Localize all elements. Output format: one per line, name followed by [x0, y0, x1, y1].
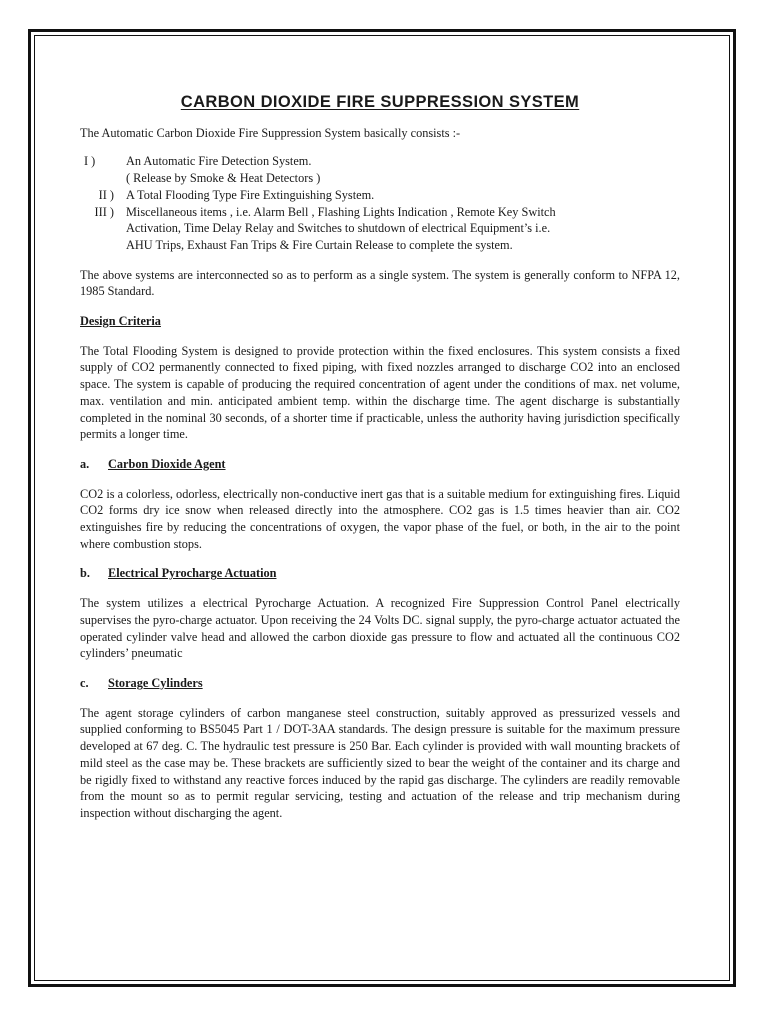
list-item-line: Miscellaneous items , i.e. Alarm Bell , Flashing Lights Indication , Remote Key Switch [126, 204, 556, 219]
section-heading-c [80, 675, 680, 692]
list-item [80, 187, 680, 204]
list-item [80, 153, 680, 186]
list-item-line: An Automatic Fire Detection System. [126, 154, 312, 169]
section-letter: a. [80, 456, 90, 471]
list-item-number: I ) [84, 154, 96, 169]
section-heading-a [80, 456, 680, 473]
design-criteria-paragraph: The Total Flooding System is designed to provide protection within the fixed enclosures. This system consists a fixed supply of CO2 permanently connected to fixed piping, with fixed nozzles arranged to discharge CO2 into an enclosed space. The system is capable of producing the required concentration of agent under the conditions of max. net volume, max. ventilation and min. anticipated ambient temp. within the discharge time. The agent discharge is substantially completed in the nominal 30 seconds, of a shorter time if practicable, unless the authority having jurisdiction specifically permits a longer time. [80, 343, 680, 442]
list-item-number: II ) [98, 187, 114, 202]
document-body [80, 94, 680, 835]
section-paragraph-c: The agent storage cylinders of carbon manganese steel construction, suitably approved as pressurized vessels and supplied conforming to BS5045 Part 1 / DOT-3AA standards. The design pressure is suitable for the maximum pressure developed at 67 deg. C. The hydraulic test pressure is 250 Bar. Each cylinder is provided with wall mounting brackets of mild steel as the case may be. These brackets are sufficiently sized to bear the weight of the container and its charge and be rigidly fixed to withstand any reactive forces induced by the rapid gas discharge. The cylinders are readily removable from the mount so as to permit regular servicing, testing and actuation of the release and trip mechanism during inspection without discharging the agent. [80, 705, 680, 820]
list-item [80, 204, 680, 254]
section-heading-b [80, 565, 680, 582]
design-criteria-heading: Design Criteria [80, 314, 161, 329]
components-list [80, 153, 680, 253]
section-letter: b. [80, 566, 90, 581]
section-title: Electrical Pyrocharge Actuation [108, 566, 277, 581]
intro-text: The Automatic Carbon Dioxide Fire Suppression System basically consists :- [80, 125, 461, 140]
section-title: Storage Cylinders [108, 675, 203, 690]
list-item-line: ( Release by Smoke & Heat Detectors ) [126, 171, 321, 186]
section-title: Carbon Dioxide Agent [108, 456, 226, 471]
section-letter: c. [80, 675, 89, 690]
list-item-number: III ) [94, 204, 114, 219]
section-paragraph-b: The system utilizes a electrical Pyrocharge Actuation. A recognized Fire Suppression Control Panel electrically supervises the pyro-charge actuator. Upon receiving the 24 Volts DC. signal supply, the pyro-charge actuator actuated the operated cylinder valve head and allowed the carbon dioxide gas pressure to flow and actuated all the continuous CO2 cylinders’ pneumatic [80, 596, 680, 661]
section-paragraph-a: CO2 is a colorless, odorless, electrically non-conductive inert gas that is a suitable medium for extinguishing fires. Liquid CO2 forms dry ice snow when released directly into the atmosphere. CO2 gas is 1.5 times heavier than air. CO2 extinguishes fire by reducing the concentrations of oxygen, the vapor phase of the fuel, or both, in the air to the point where combustion stops. [80, 486, 680, 551]
list-item-line: Activation, Time Delay Relay and Switches to shutdown of electrical Equipment’s i.e. [126, 221, 551, 236]
list-item-line: AHU Trips, Exhaust Fan Trips & Fire Curtain Release to complete the system. [126, 237, 513, 252]
interconnect-paragraph: The above systems are interconnected so as to perform as a single system. The system is generally conform to NFPA 12, 1985 Standard. [80, 267, 680, 299]
document-title: CARBON DIOXIDE FIRE SUPPRESSION SYSTEM [180, 93, 580, 111]
list-item-line: A Total Flooding Type Fire Extinguishing System. [126, 187, 375, 202]
